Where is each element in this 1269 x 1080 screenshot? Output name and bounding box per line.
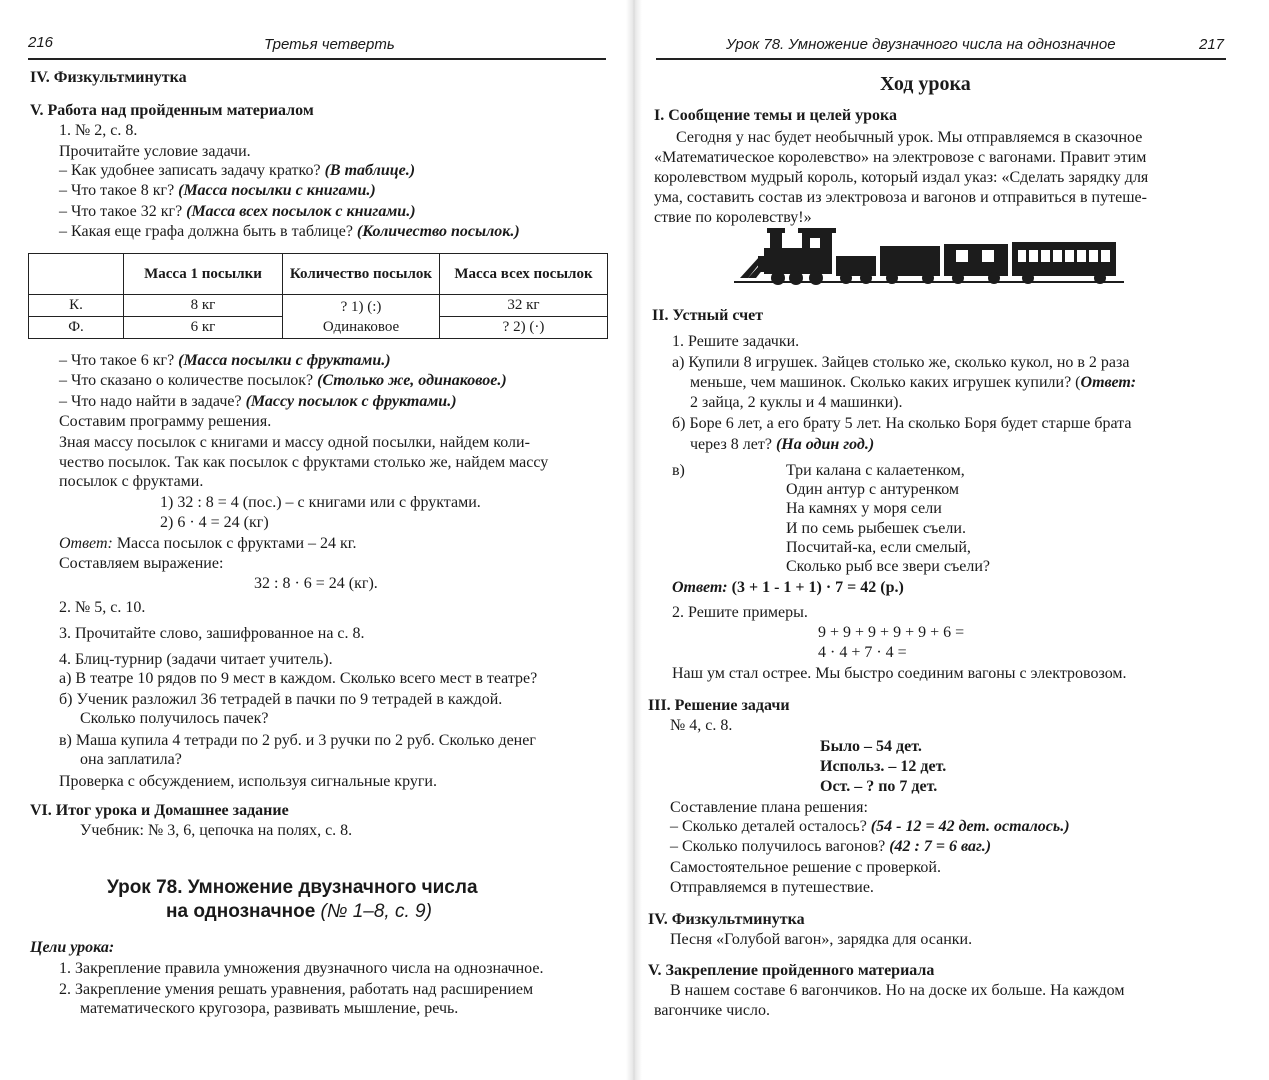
table-header-mass-one: Масса 1 посылки <box>124 254 283 295</box>
text-line-main: IV. Физкультминутка <box>648 911 805 928</box>
text-line <box>672 332 799 352</box>
text-line-main: 32 : 8 · 6 = 24 (кг). <box>254 575 378 592</box>
text-line-main: V. Закрепление пройденного материала <box>648 962 935 979</box>
text-line-main: Составим программу решения. <box>59 413 272 430</box>
text-line-main: математического кругозора, развивать мышление, речь. <box>80 1000 459 1017</box>
text-line <box>690 435 874 455</box>
text-line-main: 3. Прочитайте слово, зашифрованное на с. 8. <box>59 625 365 642</box>
text-line-main: – Что такое 6 кг? <box>59 352 179 369</box>
text-line-main: в) <box>672 462 685 479</box>
text-line-main: 1. Решите задачки. <box>672 333 800 350</box>
text-line <box>59 392 457 412</box>
text-line <box>80 750 182 770</box>
text-line <box>254 574 378 594</box>
text-line <box>820 777 937 797</box>
text-line-answer: (42 : 7 = 6 ваг.) <box>889 838 992 855</box>
text-line-answer: (Столько же, одинаковое.) <box>317 372 507 389</box>
text-line-main: – Какая еще графа должна быть в таблице? <box>59 223 357 240</box>
text-line <box>648 696 790 716</box>
text-line <box>59 202 416 222</box>
text-line-main: в) Маша купила 4 тетради по 2 руб. и 3 ручки по 2 руб. Сколько денег <box>59 732 536 749</box>
text-line-main: № 4, с. 8. <box>670 717 733 734</box>
text-line <box>786 499 942 519</box>
text-line-main: Составляем выражение: <box>59 555 224 572</box>
text-line <box>59 534 357 554</box>
text-line <box>30 938 114 958</box>
text-line-answer: Ответ: <box>1080 374 1137 391</box>
lesson-title-line1: Урок 78. Умножение двузначного числа <box>107 877 478 898</box>
text-line <box>80 999 458 1019</box>
text-line-answer: (3 + 1 - 1 + 1) · 7 = 42 (р.) <box>731 579 904 596</box>
text-line <box>670 817 1070 837</box>
text-line <box>59 980 533 1000</box>
text-line-main: 2) 6 · 4 = 24 (кг) <box>160 514 269 531</box>
left-page-number: 216 <box>28 34 54 51</box>
text-line-main: 4 · 4 + 7 · 4 = <box>818 644 907 661</box>
text-line-main: Составление плана решения: <box>670 799 868 816</box>
table-header-empty <box>29 254 124 295</box>
right-page-number: 217 <box>1199 36 1225 53</box>
text-line-main: Самостоятельное решение с проверкой. <box>670 859 941 876</box>
text-line <box>648 961 934 981</box>
text-line-main: Наш ум стал острее. Мы быстро соединим вагоны с электровозом. <box>672 665 1127 682</box>
text-line <box>59 650 333 670</box>
text-line-main: 4. Блиц-турнир (задачи читает учитель). <box>59 651 333 668</box>
text-line-main: – Сколько получилось вагонов? <box>670 838 890 855</box>
text-line-main: Отправляемся в путешествие. <box>670 879 874 896</box>
text-line <box>59 351 391 371</box>
text-line-main: а) В театре 10 рядов по 9 мест в каждом. Сколько всего мест в театре? <box>59 670 538 687</box>
text-line <box>654 148 1146 168</box>
text-line <box>59 772 437 792</box>
text-line <box>160 513 269 533</box>
text-line <box>59 731 536 751</box>
text-line-main: меньше, чем машинок. Сколько каких игрушек купили? ( <box>690 374 1081 391</box>
text-line-main: посылок с фруктами. <box>59 473 204 490</box>
text-line <box>654 208 812 228</box>
text-line <box>670 716 732 736</box>
text-line <box>820 737 922 757</box>
text-line <box>59 161 415 181</box>
text-line-main: 1) 32 : 8 = 4 (пос.) – с книгами или с фруктами. <box>160 494 481 511</box>
text-line <box>59 412 271 432</box>
text-line-answer: (Масса посылки с фруктами.) <box>178 352 391 369</box>
text-line <box>672 578 904 598</box>
lesson-heading: Ход урока <box>880 73 971 95</box>
text-line <box>672 603 808 623</box>
text-line <box>30 101 314 121</box>
text-line-main: – Что надо найти в задаче? <box>59 393 246 410</box>
text-line <box>80 821 352 841</box>
text-line <box>59 598 145 618</box>
text-line <box>820 757 946 777</box>
text-line-main: III. Решение задачи <box>648 697 790 714</box>
text-line-main: 9 + 9 + 9 + 9 + 9 + 6 = <box>818 624 965 641</box>
text-line-main: На камнях у моря сели <box>786 500 942 517</box>
text-line-main: через 8 лет? <box>690 436 776 453</box>
train-icon <box>734 226 1124 288</box>
text-line-main: – Что такое 32 кг? <box>59 203 187 220</box>
text-line-main: Учебник: № 3, 6, цепочка на полях, с. 8. <box>80 822 353 839</box>
table-row <box>29 295 608 317</box>
text-line-main: IV. Физкультминутка <box>30 69 187 86</box>
text-line-main: Прочитайте условие задачи. <box>59 143 251 160</box>
text-line <box>690 373 1136 393</box>
table-header-mass-all: Масса всех посылок <box>440 254 608 295</box>
right-header-rule <box>656 58 1226 60</box>
text-line <box>59 142 251 162</box>
text-line-main: вагончике число. <box>654 1002 770 1019</box>
table-header-count: Количество посылок <box>283 254 440 295</box>
text-line <box>59 624 365 644</box>
text-line <box>652 306 763 326</box>
text-line <box>30 801 289 821</box>
text-line-main: а) Купили 8 игрушек. Зайцев столько же, сколько кукол, но в 2 раза <box>672 354 1130 371</box>
text-line-main: I. Сообщение темы и целей урока <box>654 107 897 124</box>
lesson-title-line2-text: на однозначное <box>166 901 321 922</box>
text-line <box>670 981 1124 1001</box>
text-line-main: б) Ученик разложил 36 тетрадей в пачки по 9 тетрадей в каждой. <box>59 691 503 708</box>
text-line-main: Цели урока: <box>30 939 115 956</box>
text-line <box>676 128 1142 148</box>
text-line-main: Использ. – 12 дет. <box>820 758 947 775</box>
right-page <box>634 0 1269 1080</box>
text-line-answer: (Масса всех посылок с книгами.) <box>186 203 416 220</box>
left-running-title: Третья четверть <box>264 36 395 53</box>
text-line-main: Ост. – ? по 7 дет. <box>820 778 938 795</box>
text-line-main: Сколько получилось пачек? <box>80 710 269 727</box>
text-line <box>690 393 903 413</box>
text-line-main: – Сколько деталей осталось? <box>670 818 871 835</box>
text-line-main: – Что такое 8 кг? <box>59 182 179 199</box>
text-line <box>672 353 1129 373</box>
lesson-title-line2 <box>166 900 432 924</box>
text-line <box>786 461 965 481</box>
text-line <box>786 519 966 539</box>
text-line <box>654 188 1147 208</box>
text-line-main: королевством мудрый король, который издал указ: «Сделать зарядку для <box>654 169 1149 186</box>
text-line-main: ствие по королевству!» <box>654 209 812 226</box>
text-line <box>648 910 805 930</box>
text-line <box>59 959 543 979</box>
text-line <box>59 472 203 492</box>
text-line <box>670 837 991 857</box>
text-line <box>786 480 959 500</box>
text-line-main: 2. № 5, с. 10. <box>59 599 146 616</box>
text-line-answer: (На один год.) <box>775 436 875 453</box>
text-line-main: Посчитай-ка, если смелый, <box>786 539 971 556</box>
lesson-title-line2-ref: (№ 1–8, с. 9) <box>320 901 432 922</box>
text-line-main: – Как удобнее записать задачу кратко? <box>59 162 325 179</box>
text-line-main: Песня «Голубой вагон», зарядка для осанки. <box>670 931 973 948</box>
text-line <box>672 461 685 481</box>
text-line <box>59 121 137 141</box>
text-line <box>59 690 502 710</box>
table-cell-mass: 6 кг <box>124 317 283 339</box>
text-line-main: 2. Решите примеры. <box>672 604 808 621</box>
text-line <box>670 930 972 950</box>
text-line-main: Ответ: <box>59 535 117 552</box>
text-line-answer: (Массу посылок с фруктами.) <box>245 393 457 410</box>
text-line-main: II. Устный счет <box>652 307 764 324</box>
table-cell-count-top: ? 1) (:) <box>340 298 382 315</box>
text-line <box>654 1001 770 1021</box>
text-line-main: – Что сказано о количестве посылок? <box>59 372 318 389</box>
text-line <box>59 453 548 473</box>
text-line <box>59 371 507 391</box>
text-line-answer: (54 - 12 = 42 дет. осталось.) <box>870 818 1070 835</box>
text-line-main: ума, составить состав из электровоза и вагонов и отправиться в путеше- <box>654 189 1147 206</box>
text-line-main: Зная массу посылок с книгами и массу одной посылки, найдем коли- <box>59 434 530 451</box>
text-line-main: 2. Закрепление умения решать уравнения, работать над расширением <box>59 981 534 998</box>
left-header-rule <box>28 58 606 60</box>
text-line-main: 1. Закрепление правила умножения двузначного числа на однозначное. <box>59 960 544 977</box>
text-line-main: Сколько рыб все звери съели? <box>786 558 990 575</box>
text-line <box>786 557 990 577</box>
text-line <box>654 168 1148 188</box>
text-line <box>670 878 874 898</box>
text-line <box>30 68 187 88</box>
text-line-main: б) Боре 6 лет, а его брату 5 лет. На сколько Боря будет старше брата <box>672 415 1132 432</box>
text-line <box>786 538 971 558</box>
table-cell-total: 32 кг <box>440 295 608 317</box>
text-line-main: Ответ: <box>672 579 732 596</box>
text-line <box>59 433 530 453</box>
text-line-main: «Математическое королевство» на электровозе с вагонами. Правит этим <box>654 149 1147 166</box>
text-line-answer: Масса посылок с фруктами – 24 кг. <box>116 535 357 552</box>
text-line <box>672 414 1131 434</box>
text-line-main: VI. Итог урока и Домашнее задание <box>30 802 289 819</box>
text-line-main: V. Работа над пройденным материалом <box>30 102 314 119</box>
text-line-main: В нашем составе 6 вагончиков. Но на доске их больше. На каждом <box>670 982 1125 999</box>
text-line <box>818 643 907 663</box>
table-cell-mass: 8 кг <box>124 295 283 317</box>
parcel-table <box>28 253 608 339</box>
table-cell-count-bottom: Одинаковое <box>322 318 400 335</box>
text-line-main: чество посылок. Так как посылок с фруктами столько же, найдем массу <box>59 454 549 471</box>
text-line <box>670 798 868 818</box>
text-line-main: Три калана с калаетенком, <box>786 462 965 479</box>
left-page <box>0 0 634 1080</box>
text-line-main: Проверка с обсуждением, используя сигнальные круги. <box>59 773 437 790</box>
table-header-row <box>29 254 608 295</box>
text-line-answer: (В таблице.) <box>324 162 416 179</box>
table-cell-label: Ф. <box>29 317 124 339</box>
table-cell-count <box>283 295 440 339</box>
table-cell-label: К. <box>29 295 124 317</box>
text-line <box>59 222 520 242</box>
text-line <box>160 493 481 513</box>
text-line-main: она заплатила? <box>80 751 182 768</box>
text-line-main: 2 зайца, 2 куклы и 4 машинки). <box>690 394 903 411</box>
text-line-main: Сегодня у нас будет необычный урок. Мы отправляемся в сказочное <box>676 129 1143 146</box>
right-running-title: Урок 78. Умножение двузначного числа на однозначное <box>726 36 1116 53</box>
text-line-answer: (Масса посылки с книгами.) <box>178 182 376 199</box>
text-line-main: Один антур с антуренком <box>786 481 960 498</box>
text-line <box>59 669 537 689</box>
text-line-main: 1. № 2, с. 8. <box>59 122 138 139</box>
text-line <box>818 623 964 643</box>
table-cell-total: ? 2) (·) <box>440 317 608 339</box>
text-line <box>670 858 941 878</box>
text-line <box>672 664 1127 684</box>
text-line-answer: (Количество посылок.) <box>356 223 520 240</box>
text-line-main: И по семь рыбешек съели. <box>786 520 966 537</box>
text-line <box>59 554 223 574</box>
text-line <box>59 181 376 201</box>
text-line-main: Было – 54 дет. <box>820 738 922 755</box>
text-line <box>654 106 897 126</box>
text-line <box>80 709 268 729</box>
